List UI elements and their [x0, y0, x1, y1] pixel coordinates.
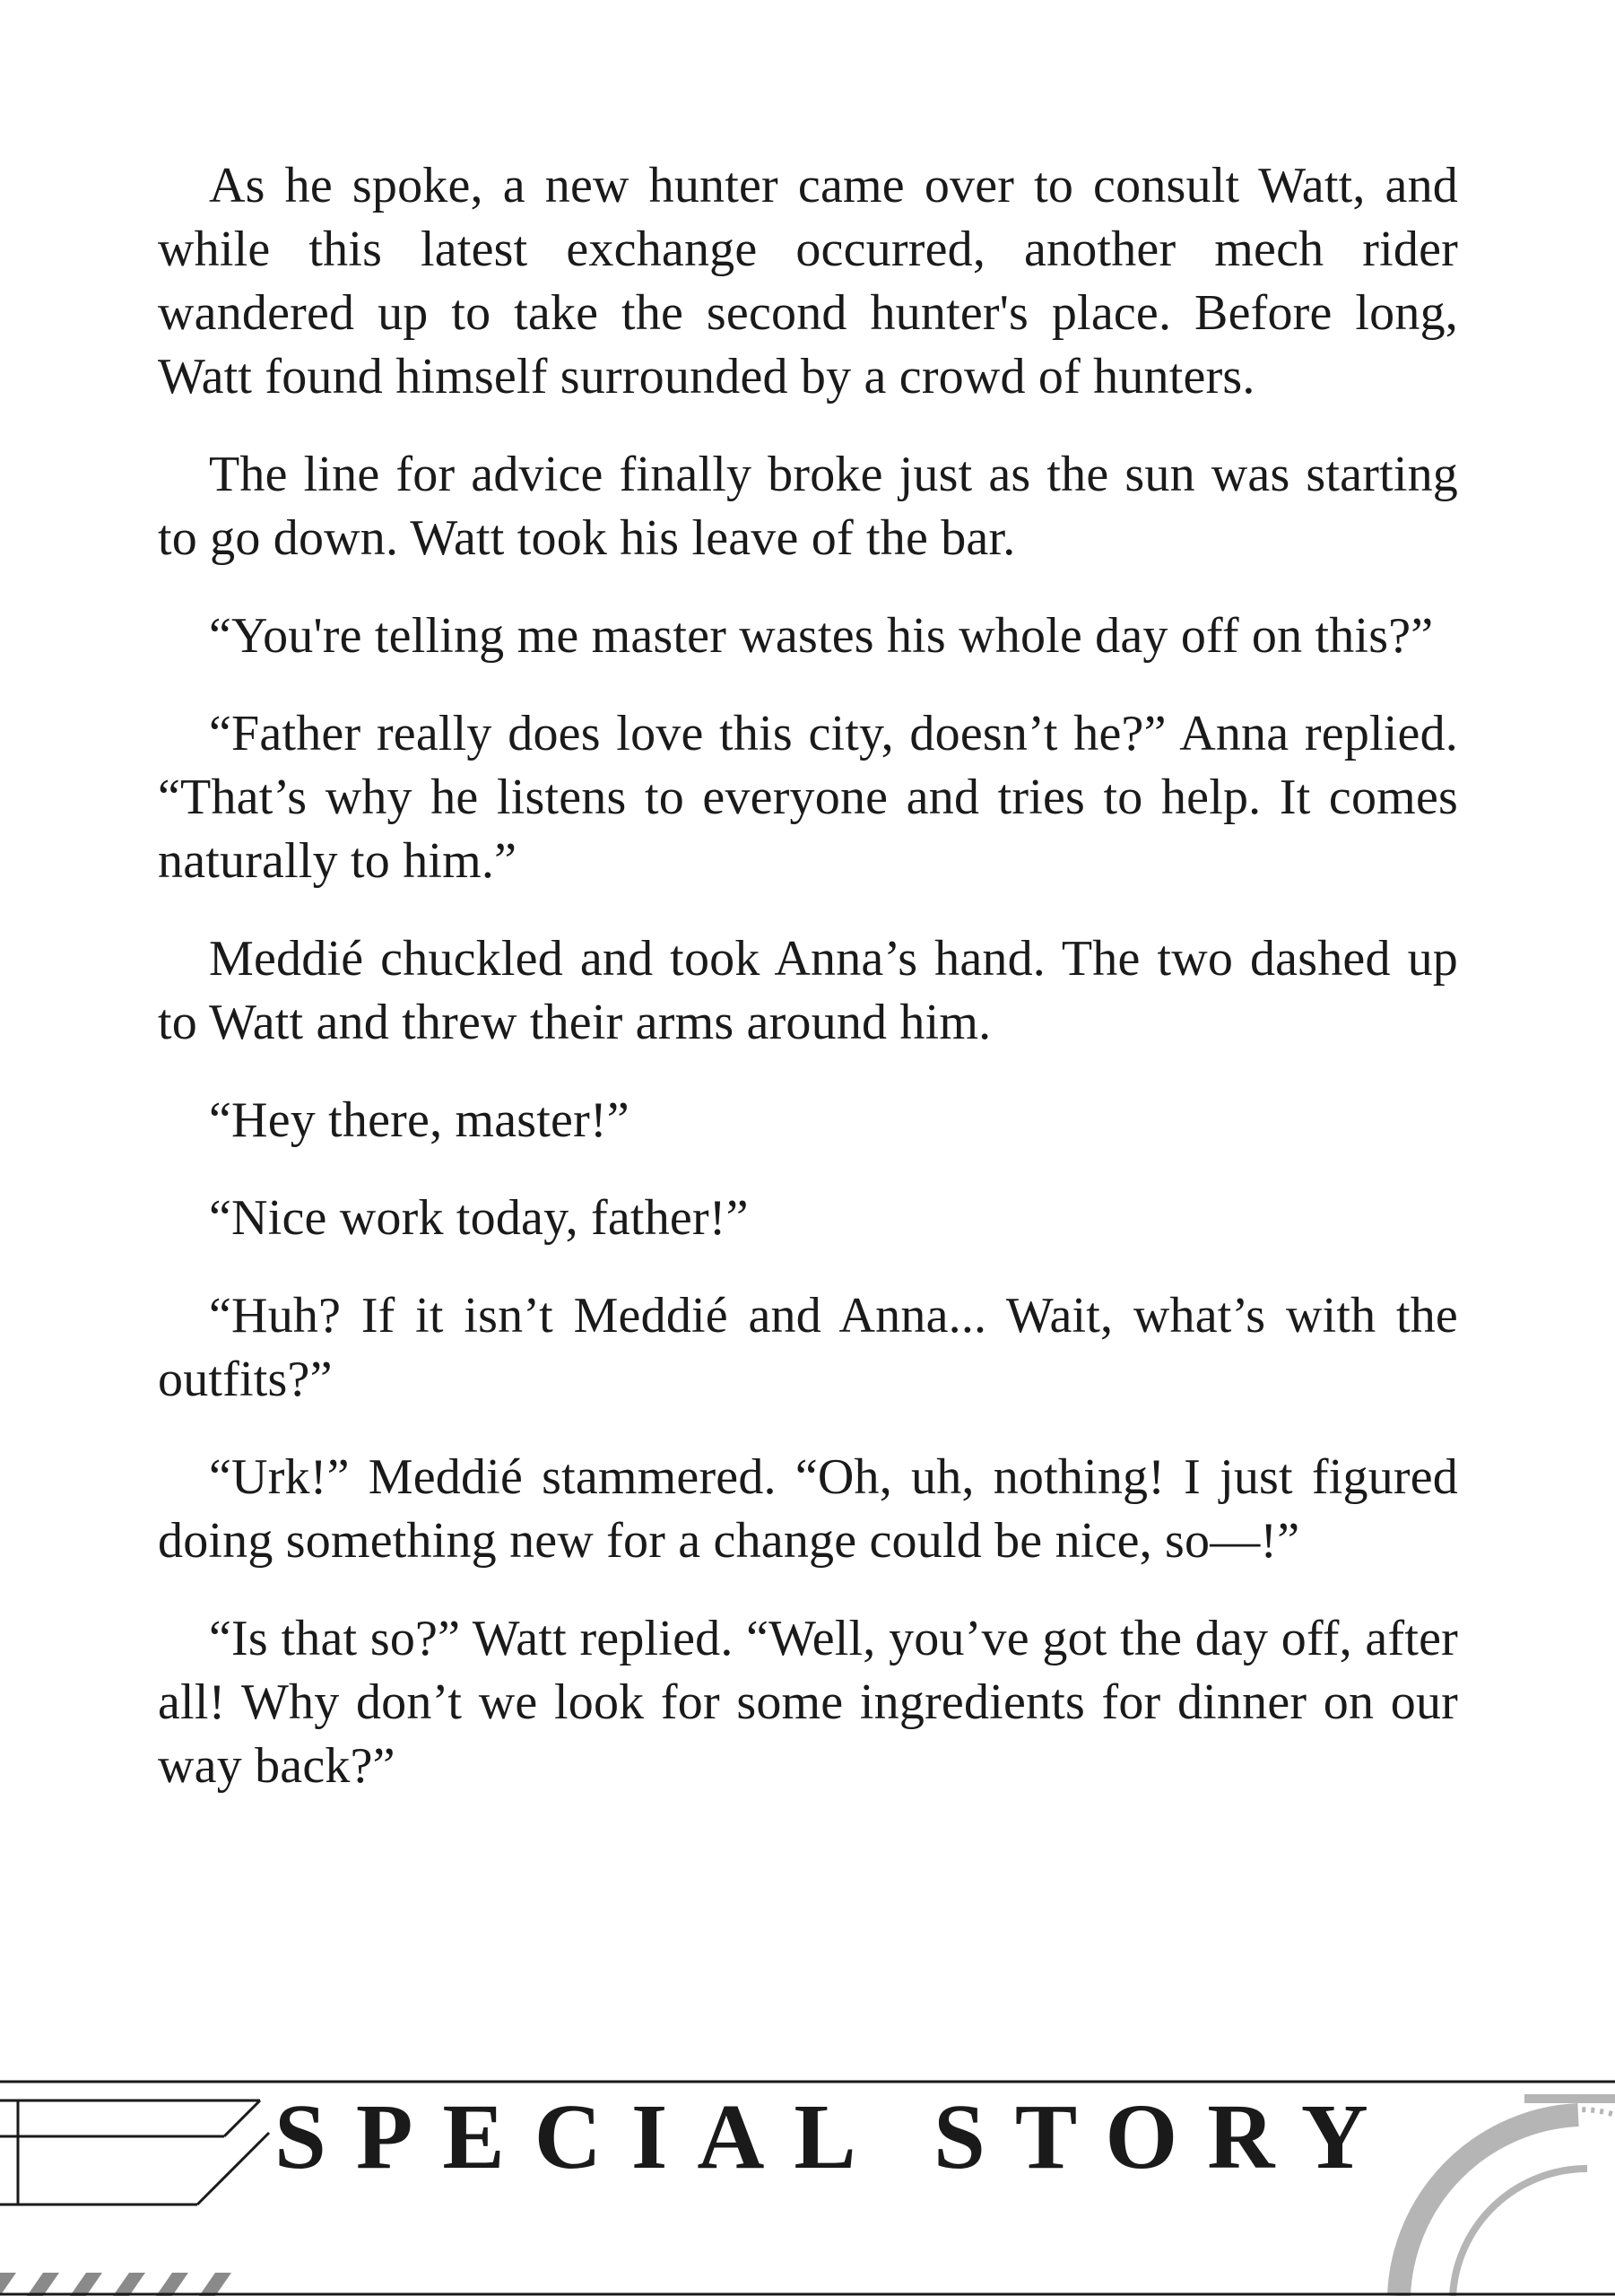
paragraph: “Nice work today, father!” [209, 1190, 749, 1246]
footer-title: SPECIAL STORY [274, 2085, 1398, 2188]
paragraph: “Hey there, master!” [209, 1092, 630, 1148]
paragraph: “Is that so?” Watt replied. “Well, you’ve got the day off, after all! Why don’t we look for some ingredients for dinner on our way back?” [158, 1611, 1458, 1794]
story-text [158, 154, 1458, 1832]
paragraph: “Huh? If it isn’t Meddié and Anna... Wait, what’s with the outfits?” [158, 1288, 1458, 1407]
paragraph: “Urk!” Meddié stammered. “Oh, uh, nothing! I just figured doing something new for a change could be nice, so—!” [158, 1449, 1458, 1569]
paragraph: As he spoke, a new hunter came over to consult Watt, and while this latest exchange occurred, another mech rider wandered up to take the second hunter's place. Before long, Watt found himself surrounded by a crowd of hunters. [158, 158, 1458, 404]
paragraph: The line for advice finally broke just as the sun was starting to go down. Watt took his leave of the bar. [158, 447, 1458, 566]
hatch-stripes [0, 2273, 231, 2296]
paragraph: Meddié chuckled and took Anna’s hand. The two dashed up to Watt and threw their arms around him. [158, 931, 1458, 1050]
paragraph: “Father really does love this city, doesn’t he?” Anna replied. “That’s why he listens to everyone and tries to help. It comes naturally to him.” [158, 706, 1458, 889]
paragraph: “You're telling me master wastes his whole day off on this?” [209, 608, 1434, 664]
gear-ring-decoration [1399, 2099, 1615, 2296]
